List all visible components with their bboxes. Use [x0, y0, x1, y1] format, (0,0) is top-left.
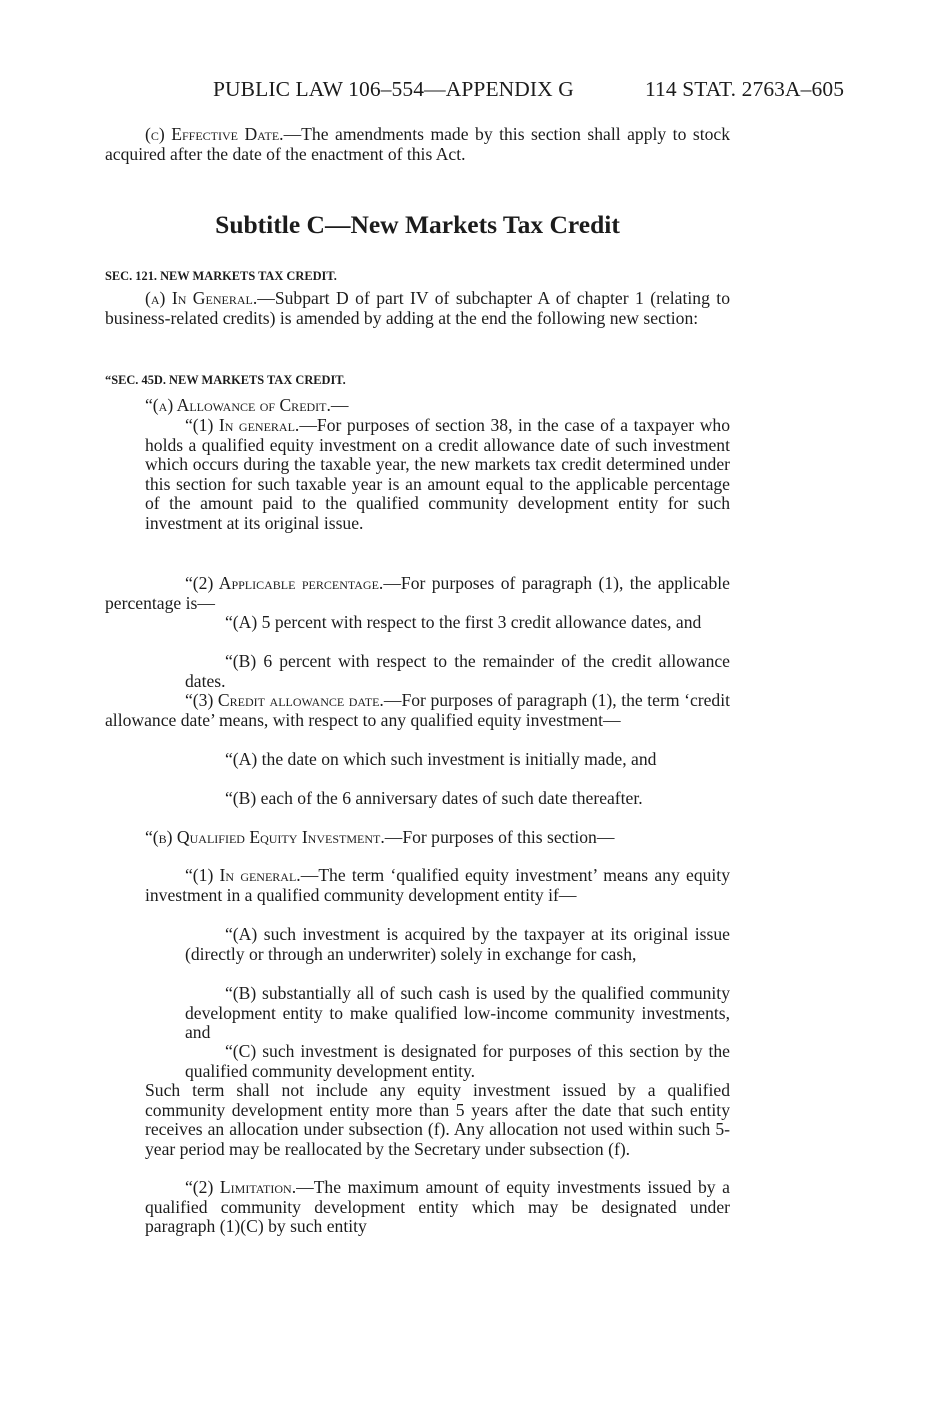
sec-121-block: [105, 268, 730, 328]
sec-45d-a2-text: —For purposes of paragraph (1), the applicable percentage is—: [105, 573, 730, 613]
sec-45d-a2B: “(B) 6 percent with respect to the remainder of the credit allowance dates.: [185, 651, 730, 691]
sec-121-a: [105, 289, 730, 328]
sec-121-heading: SEC. 121. NEW MARKETS TAX CREDIT.: [105, 269, 337, 283]
sec-45d-a3: [105, 691, 730, 730]
sec-45d-heading: “SEC. 45D. NEW MARKETS TAX CREDIT.: [105, 373, 346, 387]
header-public-law: PUBLIC LAW 106–554—APPENDIX G: [213, 77, 574, 101]
sec-45d-b-label: “(b) Qualified Equity Investment.: [145, 827, 385, 847]
sec-45d-a3B: “(B) each of the 6 anniversary dates of such date thereafter.: [225, 788, 643, 808]
sec-45d-a2: [105, 574, 730, 613]
sec-45d-a1-label: “(1) In general.: [185, 415, 300, 435]
sec-45d-a-label: “(a) Allowance of Credit.: [145, 395, 331, 415]
sec-45d-a3A: “(A) the date on which such investment is initially made, and: [225, 749, 657, 769]
sec-45d-b-text: —For purposes of this section—: [384, 827, 615, 847]
sec-45d-a: [145, 396, 730, 416]
subtitle-heading: Subtitle C—New Markets Tax Credit: [215, 210, 620, 239]
sec-45d-a3-text: —For purposes of paragraph (1), the term ‘credit allowance date’ means, with respect to any qualified equity investment—: [105, 690, 731, 730]
effective-date-paragraph: [105, 125, 730, 164]
effective-date-label: (c) Effective Date.: [145, 124, 284, 144]
sec-121-a-text: —Subpart D of part IV of subchapter A of chapter 1 (relating to business-related credits) is amended by adding at the end the following new section:: [105, 288, 730, 328]
sec-45d-a2-label: “(2) Applicable percentage.: [185, 573, 384, 593]
sec-45d-b1B: “(B) substantially all of such cash is used by the qualified community development entity to make qualified low-income community investments, and: [185, 983, 730, 1043]
sec-45d-b1: [145, 866, 730, 905]
sec-121-a-label: (a) In General.: [145, 288, 258, 308]
sec-45d-a2A: “(A) 5 percent with respect to the first 3 credit allowance dates, and: [225, 612, 702, 632]
sec-45d-b2: [145, 1178, 730, 1237]
sec-45d-a-dash: —: [330, 395, 349, 415]
sec-45d-b1-label: “(1) In general.: [185, 865, 301, 885]
sec-45d-b1A: “(A) such investment is acquired by the taxpayer at its original issue (directly or through an underwriter) solely in exchange for cash,: [185, 924, 730, 964]
sec-45d-b1-text: —The term ‘qualified equity investment’ means any equity investment in a qualified community development entity if—: [145, 865, 730, 905]
sec-45d-a1: [145, 416, 730, 534]
sec-45d-a1-text: —For purposes of section 38, in the case of a taxpayer who holds a qualified equity investment on a credit allowance date of such investment which occurs during the taxable year, the new markets tax credit determined under this section for such taxable year is an amount equal to the applicable percentage of the amount paid to the qualified community development entity for such investment at its original issue.: [145, 415, 730, 533]
sec-45d-b1C: “(C) such investment is designated for purposes of this section by the qualified community development entity.: [185, 1041, 730, 1081]
header-stat-page: 114 STAT. 2763A–605: [645, 77, 845, 101]
sec-45d-a3-label: “(3) Credit allowance date.: [185, 690, 384, 710]
sec-45d-heading-block: [105, 372, 730, 388]
effective-date-text: —The amendments made by this section shall apply to stock acquired after the date of the enactment of this Act.: [105, 124, 731, 164]
sec-45d-b1-tail: Such term shall not include any equity investment issued by a qualified community development entity more than 5 years after the date that such entity receives an allocation under subsection (f). Any allocation not used within such 5-year period may be reallocated by the Secretary under subsection (f).: [145, 1080, 730, 1159]
sec-45d-b: [105, 828, 730, 848]
sec-45d-b2-text: —The maximum amount of equity investments issued by a qualified community development entity which may be designated under paragraph (1)(C) by such entity: [145, 1177, 730, 1237]
sec-45d-b2-label: “(2) Limitation.: [185, 1177, 297, 1197]
